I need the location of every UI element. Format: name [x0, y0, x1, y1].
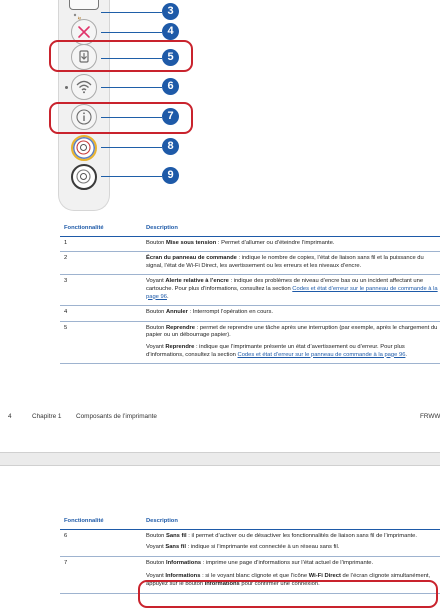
callout-number: 7 — [162, 108, 179, 125]
column-header: Fonctionnalité — [60, 516, 142, 529]
highlight-box — [49, 102, 193, 134]
feature-description: Voyant Alerte relative à l’encre : indique des problèmes de niveau d’encre bas ou un incident affectant une cartouche. Pour plus d’informations, consultez la section Codes et état d’erreur sur le panneau de commande à la page 96. — [142, 275, 440, 306]
feature-number: 1 — [60, 236, 142, 252]
leader-line — [101, 12, 162, 13]
hp-smart-button-dark[interactable] — [71, 164, 97, 190]
callout-number: 8 — [162, 138, 179, 155]
feature-description: Bouton Informations : imprime une page d’informations sur l’état actuel de l’imprimante. Voyant Informations : si le voyant blanc clignote et que l’icône Wi-Fi Direct de l’écran clignote simultanément, appuyez sur le bouton Informations pour confirmer une connexion. — [142, 556, 440, 593]
wireless-button[interactable] — [71, 74, 97, 100]
error-codes-link[interactable]: Codes et état d’erreur sur le panneau de commande à la page 96 — [146, 285, 438, 300]
hp-smart-button[interactable] — [71, 135, 97, 161]
callout-number: 9 — [162, 167, 179, 184]
language-code: FRWW — [420, 413, 440, 420]
highlight-box — [49, 40, 193, 72]
leader-line — [101, 176, 162, 177]
table-row — [60, 321, 440, 363]
feature-description: Écran du panneau de commande : indique le nombre de copies, l’état de liaison sans fil et la puissance du signal, l’état de Wi-Fi Direct, les avertissement ou les erreurs et les niveaux d’encre. — [142, 252, 440, 275]
feature-table — [60, 223, 440, 364]
feature-description: Bouton Reprendre : permet de reprendre une tâche après une interruption (par exemple, après le chargement du papier ou un débourrage papier). Voyant Reprendre : indique que l’imprimante présente un état d’avertissement ou d’erreur. Pour plus d’informations, consultez la section Codes et état d’erreur sur le panneau de commande à la page 96. — [142, 321, 440, 363]
feature-number: 6 — [60, 529, 142, 556]
leader-line — [101, 32, 162, 33]
wireless-icon — [72, 75, 96, 99]
error-codes-link[interactable]: Codes et état d’erreur sur le panneau de commande à la page 96 — [237, 351, 406, 358]
table-row — [60, 306, 440, 322]
leader-line — [101, 147, 162, 148]
highlight-box — [138, 580, 438, 608]
hp-smart-icon — [73, 166, 94, 187]
callout-number: 5 — [162, 49, 179, 66]
feature-number: 2 — [60, 252, 142, 275]
column-header: Fonctionnalité — [60, 223, 142, 236]
feature-number: 5 — [60, 321, 142, 363]
feature-number: 4 — [60, 306, 142, 322]
feature-description: Bouton Annuler : Interrompt l’opération en cours. — [142, 306, 440, 322]
table-row — [60, 252, 440, 275]
table-row — [60, 236, 440, 252]
callout-number: 4 — [162, 23, 179, 40]
table-row — [60, 529, 440, 556]
page-separator — [0, 452, 440, 466]
control-panel-screen — [69, 0, 99, 10]
feature-number: 7 — [60, 556, 142, 593]
section-title: Composants de l’imprimante — [76, 413, 157, 420]
callout-number: 6 — [162, 78, 179, 95]
feature-description: Bouton Sans fil : il permet d’activer ou de désactiver les fonctionnalités de liaison sans fil de l’imprimante. Voyant Sans fil : indique si l’imprimante est connectée à un réseau sans fil. — [142, 529, 440, 556]
wireless-status-light — [65, 86, 68, 89]
hp-smart-icon — [73, 137, 94, 158]
page-number: 4 — [8, 413, 12, 420]
chapter-label: Chapitre 1 — [32, 413, 62, 420]
column-header: Description — [142, 223, 440, 236]
leader-line — [101, 87, 162, 88]
feature-description: Bouton Mise sous tension : Permet d’allumer ou d’éteindre l’imprimante. — [142, 236, 440, 252]
column-header: Description — [142, 516, 440, 529]
feature-number: 3 — [60, 275, 142, 306]
callout-number: 3 — [162, 3, 179, 20]
table-row — [60, 275, 440, 306]
